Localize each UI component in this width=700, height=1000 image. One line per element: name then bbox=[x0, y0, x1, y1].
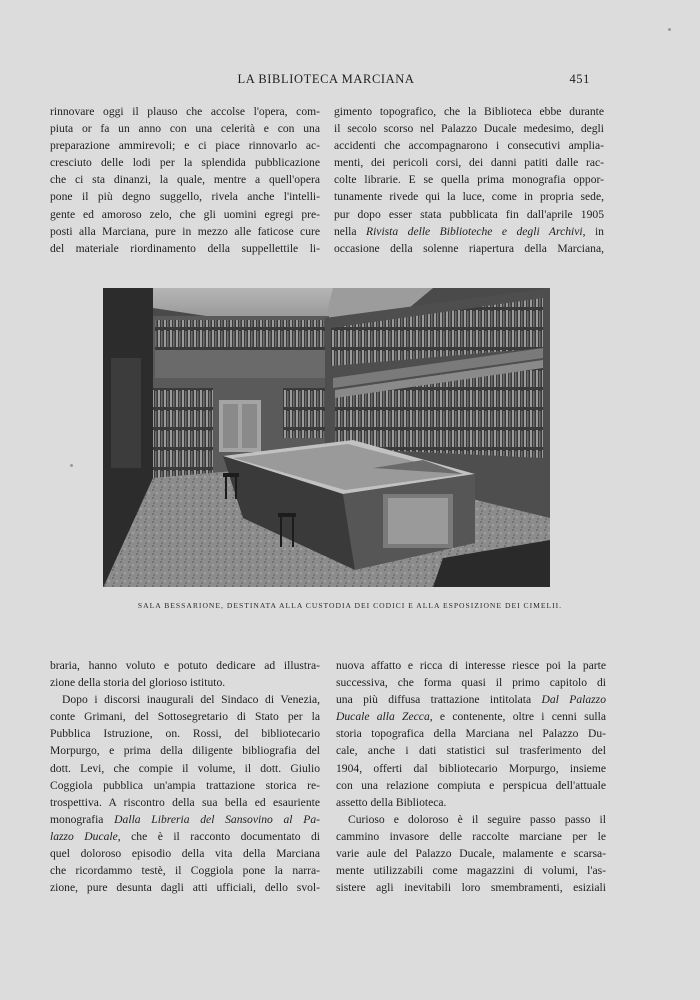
text-column-bottom-left bbox=[50, 657, 320, 896]
figure-caption: SALA BESSARIONE, DESTINATA ALLA CUSTODIA DEI CODICI E ALLA ESPOSIZIONE DEI CIMELII. bbox=[137, 601, 563, 610]
text-line: dott. Levi, che compie il volume, il dott. Giulio bbox=[50, 761, 320, 775]
text-line: 1904, offerti dal bibliotecario Morpurgo, insieme bbox=[336, 761, 606, 775]
text-line: varie aule del Palazzo Ducale, malamente e scarsa- bbox=[336, 847, 606, 861]
text-line: cale, anche i dati statistici sul trasferimento del bbox=[336, 744, 606, 758]
text-line: accidenti che accompagnarono i consecutivi amplia- bbox=[334, 139, 604, 153]
text-line: Dopo i discorsi inaugurali del Sindaco di Venezia, bbox=[62, 693, 320, 707]
monograph-title: Dal Palazzo bbox=[541, 693, 606, 707]
page-number: 451 bbox=[569, 72, 590, 86]
text-line: gimento topografico, che la Biblioteca ebbe durante bbox=[334, 105, 604, 118]
text-line: assetto della Biblioteca. bbox=[336, 795, 447, 809]
text-line: Curioso e doloroso è il seguire passo passo il bbox=[348, 812, 606, 826]
running-title: LA BIBLIOTECA MARCIANA bbox=[237, 72, 415, 86]
text-line: rinnovare oggi il plauso che accolse l'opera, com- bbox=[50, 105, 320, 118]
text-run: , e contenente, oltre i cenni sulla bbox=[429, 710, 606, 724]
text-line bbox=[50, 811, 320, 828]
text-line: con una relazione compiuta e perspicua dell'attuale bbox=[336, 778, 606, 792]
text-line: Coggiola pubblica un'ampia trattazione storica re- bbox=[50, 778, 320, 792]
text-column-bottom-right bbox=[336, 657, 606, 896]
text-line bbox=[334, 223, 604, 240]
text-line: conte Grimani, del Sottosegretario di Stato per la bbox=[50, 710, 320, 724]
text-line: gente ed amoroso zelo, che gli uomini egregi pre- bbox=[50, 207, 320, 221]
text-line: nuova affatto e ricca di interesse riesce poi la parte bbox=[336, 659, 606, 672]
library-hall-illustration bbox=[103, 288, 550, 587]
text-line: colte librarie. E se quella prima monografia oppor- bbox=[334, 173, 604, 187]
text-line: occasione della solenne riapertura della Marciana, bbox=[334, 241, 604, 255]
journal-title: Rivista delle Biblioteche e degli Archivi bbox=[366, 224, 583, 238]
monograph-title: Dalla Libreria del Sansovino al Pa- bbox=[114, 812, 320, 826]
text-column-top-left bbox=[50, 103, 320, 257]
text-line: che ricordammo testè, il Coggiola pone la narra- bbox=[50, 864, 320, 878]
text-line: zione, pure desunta dagli atti ufficiali, dello svol- bbox=[50, 881, 320, 895]
text-line bbox=[336, 708, 606, 725]
text-line: storia topografica della Marciana nel Palazzo Du- bbox=[336, 727, 606, 741]
text-line: sistere agli inevitabili loro smembramenti, esiziali bbox=[336, 881, 606, 895]
text-line: braria, hanno voluto e potuto dedicare ad illustra- bbox=[50, 659, 320, 672]
monograph-title: lazzo Ducale bbox=[50, 829, 118, 843]
text-line: piuta or fa un anno con una celerità e con una bbox=[50, 122, 320, 136]
text-run: , che è il racconto documentato di bbox=[117, 829, 321, 843]
text-line: posti alla Marciana, pure in mezzo alle faticose cure bbox=[50, 224, 320, 238]
text-line: Morpurgo, e prima della diligente bibliografia del bbox=[50, 744, 320, 758]
text-line: successiva, che forma quasi il primo capitolo di bbox=[336, 676, 606, 690]
text-line: il secolo scorso nel Palazzo Ducale medesimo, degli bbox=[334, 122, 604, 136]
text-line bbox=[336, 691, 606, 708]
text-run: monografia bbox=[50, 812, 115, 826]
text-line: Pubblica Istruzione, on. Rossi, del bibliotecario bbox=[50, 727, 320, 741]
text-line: preparazione ammirevoli; e ci piace rinnovarlo ac- bbox=[50, 139, 320, 153]
monograph-title: Ducale alla Zecca bbox=[336, 710, 430, 724]
text-line: cammino invasore delle raccolte marciane per le bbox=[336, 829, 606, 843]
text-line: pur dopo esser stata pubblicata fin dall'aprile 1905 bbox=[334, 207, 604, 221]
text-line: quel doloroso episodio della vita della Marciana bbox=[50, 847, 320, 861]
library-hall-engraving bbox=[103, 288, 550, 587]
text-line: che ci sta dinanzi, la quale, mentre a quell'opera bbox=[50, 173, 320, 187]
text-line: tunamente rivede qui la luce, come in propria sede, bbox=[334, 190, 604, 204]
text-line: cresciuto delle lodi per la splendida pubblicazione bbox=[50, 156, 320, 170]
text-line: zione della storia del glorioso istituto. bbox=[50, 676, 226, 690]
paper-speck bbox=[70, 464, 73, 467]
text-line: pone il più degno suggello, rivela anche l'intelli- bbox=[50, 190, 320, 204]
paper-speck bbox=[668, 28, 671, 31]
text-line bbox=[50, 828, 320, 845]
text-run: , in bbox=[582, 224, 604, 238]
text-line: del materiale riordinamento della suppellettile li- bbox=[50, 241, 320, 255]
text-column-top-right bbox=[334, 103, 604, 257]
text-run: nella bbox=[334, 224, 366, 238]
text-line: mente utilizzabili come magazzini di volumi, l'as- bbox=[336, 864, 606, 878]
text-line: trospettiva. A riscontro della sua bella ed esauriente bbox=[50, 795, 320, 809]
text-line: menti, dei pericoli corsi, dei danni patiti dalle rac- bbox=[334, 156, 604, 170]
text-run: una più diffusa trattazione intitolata bbox=[336, 693, 542, 707]
